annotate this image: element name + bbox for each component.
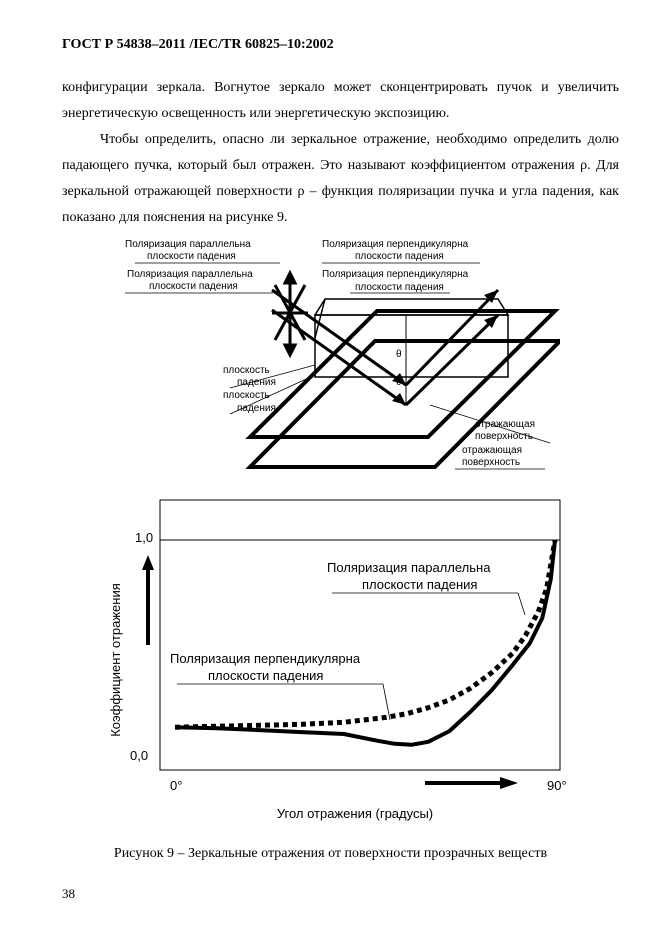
reflected-ray-1 xyxy=(406,290,498,385)
page-number: 38 xyxy=(62,886,75,901)
right-arrow-icon xyxy=(500,777,518,789)
y-tick-bottom: 0,0 xyxy=(130,748,149,763)
x-tick-left: 0° xyxy=(170,778,183,793)
up-arrow-icon xyxy=(142,555,154,570)
incident-ray-1 xyxy=(272,290,406,385)
document-header: ГОСТ Р 54838–2011 /IEC/TR 60825–10:2002 xyxy=(62,37,334,52)
label-surface-1b: поверхность xyxy=(475,431,534,442)
x-tick-right: 90° xyxy=(547,778,567,793)
label-perp-1b: плоскости падения xyxy=(355,251,444,262)
reflection-geometry-diagram xyxy=(100,235,560,480)
label-perp-2: Поляризация перпендикулярна xyxy=(322,269,469,280)
label-plane-2: плоскость xyxy=(223,390,270,401)
y-tick-top: 1,0 xyxy=(135,530,154,545)
label-perp-1: Поляризация перпендикулярна xyxy=(322,239,469,250)
legend-perp-line2: плоскости падения xyxy=(208,668,324,683)
label-parallel-1: Поляризация параллельна xyxy=(125,239,251,250)
label-plane-2b: падения xyxy=(237,403,276,414)
label-surface-2: отражающая xyxy=(462,445,522,456)
theta-label-1: θ xyxy=(396,349,402,360)
incident-ray-2 xyxy=(272,310,406,405)
label-surface-1: отражающая xyxy=(475,419,535,430)
label-plane-1b: падения xyxy=(237,377,276,388)
x-axis-label: Угол отражения (градусы) xyxy=(276,806,434,821)
label-parallel-2: Поляризация параллельна xyxy=(127,269,253,280)
legend-perp-line1: Поляризация перпендикулярна xyxy=(170,651,361,666)
figure-caption: Рисунок 9 – Зеркальные отражения от поверхности прозрачных веществ xyxy=(113,846,548,861)
legend-parallel-line2: плоскости падения xyxy=(362,577,478,592)
label-perp-2b: плоскости падения xyxy=(355,282,444,293)
polarization-arrows-icon xyxy=(272,273,308,355)
theta-label-2: θ xyxy=(396,377,402,388)
y-axis-label: Коэффициент отражения xyxy=(108,583,123,737)
label-parallel-1b: плоскости падения xyxy=(147,251,236,262)
reflectance-chart xyxy=(100,490,570,830)
paragraph-2: Чтобы определить, опасно ли зеркальное отражение, необходимо определить долю падающего пучка, который был отражен. Это называют коэффициентом отражения ρ. Для зеркальной отражающей поверхности ρ – функция поляризации пучка и угла падения, как показано для пояснения на рисунке 9. xyxy=(62,132,619,225)
legend-parallel-line1: Поляризация параллельна xyxy=(327,560,491,575)
label-surface-2b: поверхность xyxy=(462,457,521,468)
paragraph-1: конфигурации зеркала. Вогнутое зеркало может сконцентрировать пучок и увеличить энергетическую освещенность или энергетическую экспозицию. xyxy=(62,80,619,121)
reflected-ray-2 xyxy=(406,315,498,405)
label-plane-1: плоскость xyxy=(223,365,270,376)
label-parallel-2b: плоскости падения xyxy=(149,281,238,292)
